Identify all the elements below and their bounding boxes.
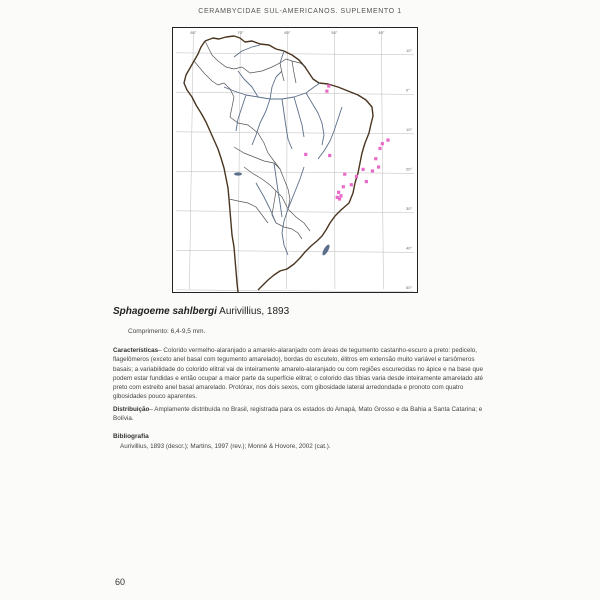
characteristics-paragraph bbox=[113, 346, 491, 402]
record-marker bbox=[337, 191, 340, 194]
record-marker bbox=[371, 169, 374, 172]
record-marker bbox=[350, 183, 353, 186]
record-marker bbox=[378, 147, 381, 150]
longitude-label: 80° bbox=[190, 30, 197, 35]
record-marker bbox=[374, 157, 377, 160]
latitude-label: 30° bbox=[406, 205, 413, 211]
characteristics-text: – Colorido vermelho-alaranjado a amarelo-alaranjado com áreas de tegumento castanho-escuro a preto: pedicelo, flagelômeros (exceto anel basal com tegumento amarelado), bordas do escutelo, élitros em extensão muito variável e tarsômeros basais; a variabilidade do colorido elitral vai de inteiramente amarelo-alaranjado ou com regiões escurecidas no ápice e na base que podem estar fundidas e então ocupar a maior parte da superfície elitral; o colorido das tíbias varia desde inteiramente amarelado até preto com estreito anel basal amarelado. Protórax, nos dois sexos, com gibosidade lateral arredondada e pronoto com quatro gibosidades pouco aparentes. bbox=[113, 347, 483, 401]
species-scientific-name: Sphagoeme sahlbergi bbox=[113, 306, 217, 317]
record-marker bbox=[327, 84, 330, 87]
lake-titicaca bbox=[234, 172, 242, 175]
latitude-label: 50° bbox=[406, 284, 413, 290]
page-number: 60 bbox=[115, 577, 126, 587]
latitude-label: 20° bbox=[406, 166, 413, 172]
record-marker bbox=[365, 180, 368, 183]
record-marker bbox=[381, 142, 384, 145]
record-marker bbox=[377, 165, 380, 168]
latitude-label: 0° bbox=[406, 87, 410, 93]
map-svg bbox=[172, 27, 418, 293]
longitude-label: 70° bbox=[237, 30, 244, 35]
distribution-map bbox=[172, 27, 418, 293]
record-marker bbox=[339, 194, 342, 197]
distribution-text: – Amplamente distribuída no Brasil, registrada para os estados do Amapá, Mato Grosso e da Bahia a Santa Catarina; e Bolívia. bbox=[113, 406, 483, 423]
record-marker bbox=[338, 197, 341, 200]
record-marker bbox=[325, 90, 328, 93]
distribution-label: Distribuição bbox=[113, 406, 150, 413]
longitude-label: 50° bbox=[331, 30, 338, 35]
latitude-label: 10° bbox=[406, 126, 413, 132]
longitude-label: 40° bbox=[378, 30, 385, 35]
longitude-label: 60° bbox=[284, 30, 291, 35]
bibliography-heading: Bibliografia bbox=[113, 433, 149, 440]
record-marker bbox=[342, 185, 345, 188]
record-marker bbox=[304, 153, 307, 156]
size-line: Comprimento: 6,4-9,5 mm. bbox=[128, 328, 206, 335]
running-title: CERAMBYCIDAE SUL-AMERICANOS. SUPLEMENTO 1 bbox=[198, 8, 402, 15]
characteristics-label: Características bbox=[113, 347, 159, 354]
species-authority: Aurivillius, 1893 bbox=[216, 306, 290, 317]
record-marker bbox=[343, 173, 346, 176]
bibliography-text: Aurivillius, 1893 (descr.); Martins, 1997 (rev.); Monné & Hovore, 2002 (cat.). bbox=[120, 443, 331, 450]
latitude-label: 10° bbox=[406, 47, 413, 53]
map-frame bbox=[173, 28, 418, 293]
record-marker bbox=[361, 168, 364, 171]
record-marker bbox=[386, 139, 389, 142]
record-marker bbox=[355, 175, 358, 178]
record-marker bbox=[328, 154, 331, 157]
latitude-label: 40° bbox=[406, 245, 413, 251]
species-heading bbox=[113, 306, 289, 317]
distribution-paragraph bbox=[113, 405, 491, 424]
